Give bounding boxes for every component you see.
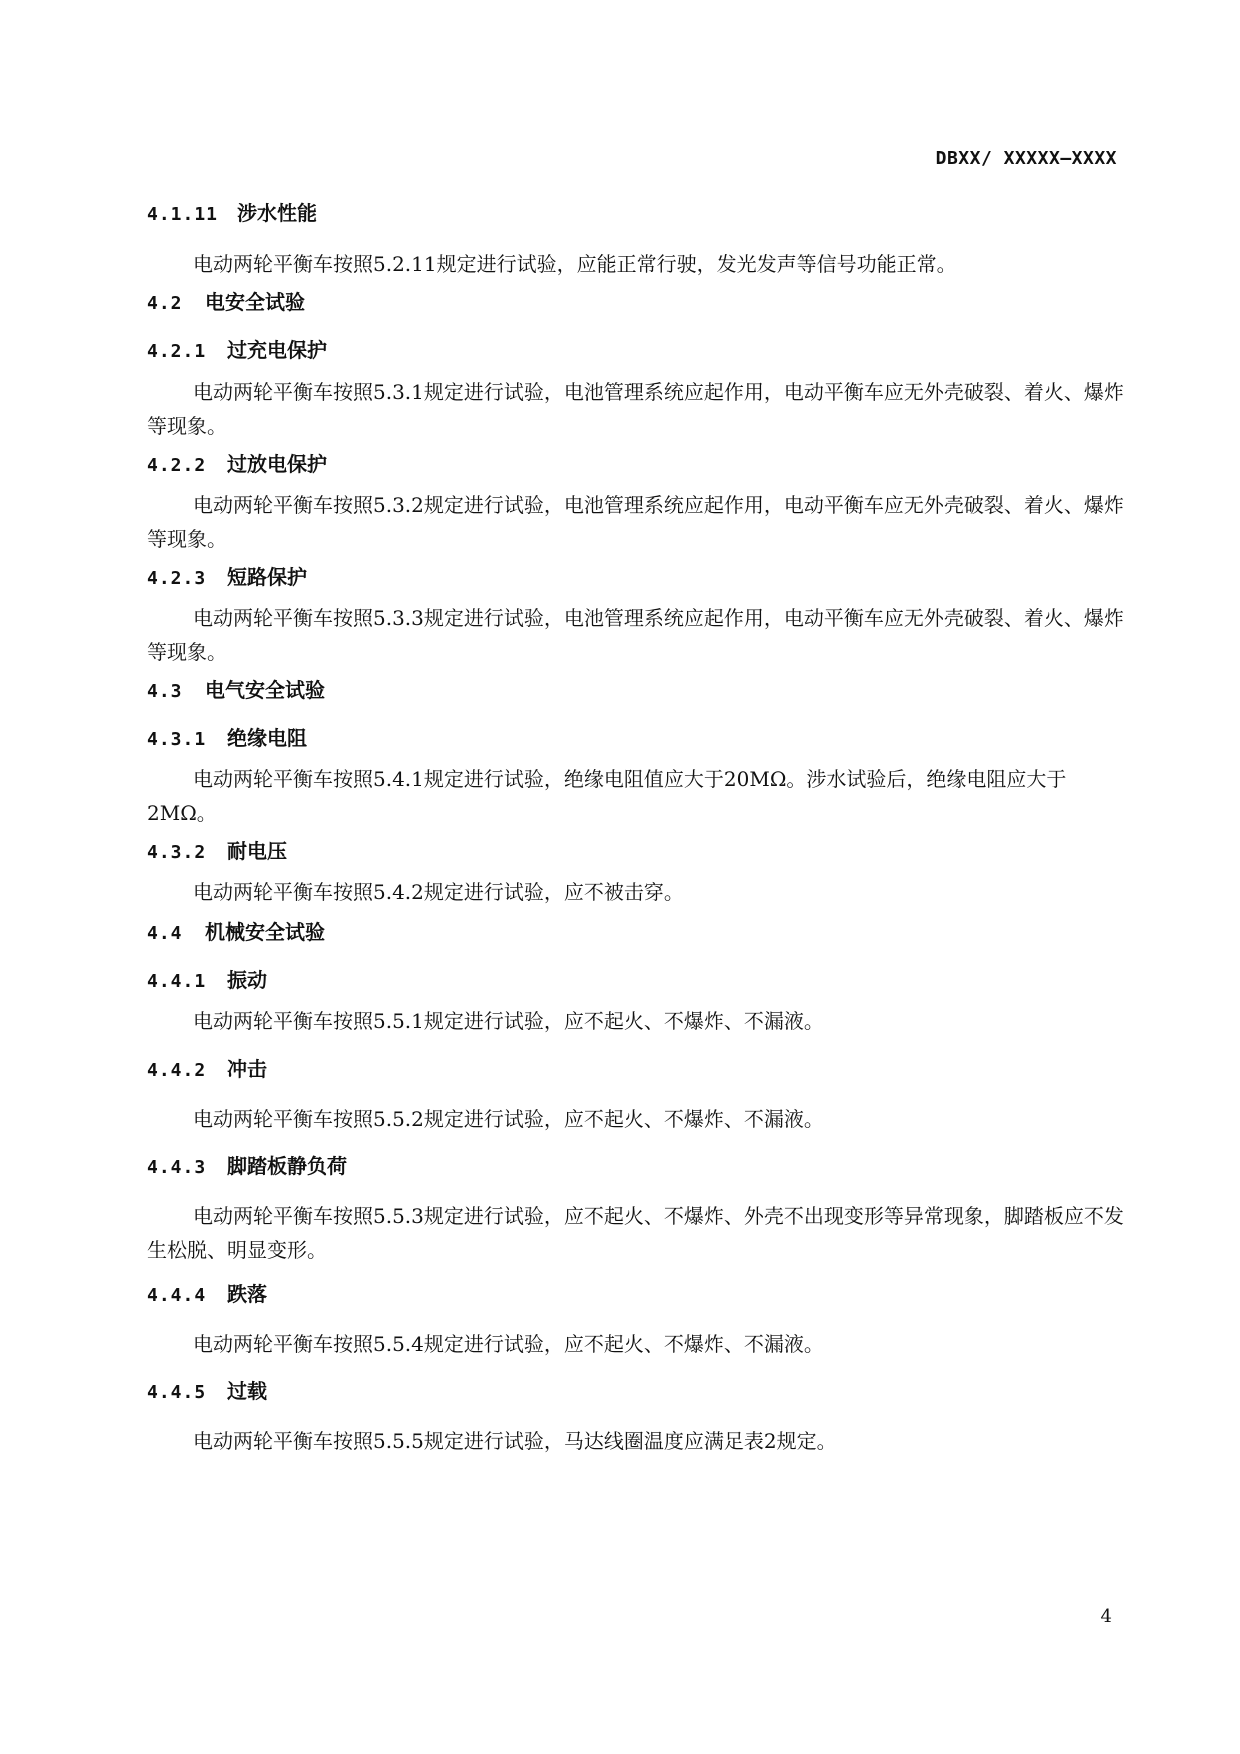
section-title: 耐电压 bbox=[227, 839, 287, 863]
section-heading-4-4-3 bbox=[147, 1152, 347, 1182]
body-paragraph: 电动两轮平衡车按照5.4.1规定进行试验，绝缘电阻值应大于20MΩ。涉水试验后，绝缘电阻应大于2MΩ。 bbox=[147, 767, 1067, 825]
section-heading-4-3-2 bbox=[147, 837, 287, 867]
page-number: 4 bbox=[1100, 1606, 1112, 1627]
section-title: 冲击 bbox=[227, 1057, 267, 1081]
section-number: 4.3.1 bbox=[147, 729, 207, 750]
body-paragraph: 电动两轮平衡车按照5.3.2规定进行试验，电池管理系统应起作用，电动平衡车应无外壳破裂、着火、爆炸等现象。 bbox=[147, 493, 1124, 551]
body-paragraph: 电动两轮平衡车按照5.4.2规定进行试验，应不被击穿。 bbox=[193, 880, 684, 904]
section-title: 机械安全试验 bbox=[205, 920, 325, 944]
section-number: 4.4.2 bbox=[147, 1060, 207, 1081]
body-paragraph: 电动两轮平衡车按照5.5.5规定进行试验，马达线圈温度应满足表2规定。 bbox=[193, 1429, 837, 1453]
section-heading-4-4-2 bbox=[147, 1055, 267, 1085]
section-heading-4-1-11 bbox=[147, 199, 317, 229]
section-heading-4-3 bbox=[147, 676, 325, 706]
section-title: 脚踏板静负荷 bbox=[227, 1154, 347, 1178]
section-title: 过充电保护 bbox=[227, 338, 327, 362]
section-title: 振动 bbox=[227, 968, 267, 992]
section-heading-4-4-1 bbox=[147, 966, 267, 996]
section-title: 电安全试验 bbox=[205, 290, 305, 314]
section-number: 4.2.1 bbox=[147, 341, 207, 362]
section-number: 4.2.2 bbox=[147, 455, 207, 476]
body-paragraph: 电动两轮平衡车按照5.5.2规定进行试验，应不起火、不爆炸、不漏液。 bbox=[193, 1107, 824, 1131]
section-number: 4.3 bbox=[147, 681, 183, 702]
section-title: 绝缘电阻 bbox=[227, 726, 307, 750]
section-number: 4.4.4 bbox=[147, 1285, 207, 1306]
section-number: 4.4.3 bbox=[147, 1157, 207, 1178]
body-paragraph: 电动两轮平衡车按照5.5.1规定进行试验，应不起火、不爆炸、不漏液。 bbox=[193, 1009, 824, 1033]
body-paragraph: 电动两轮平衡车按照5.5.4规定进行试验，应不起火、不爆炸、不漏液。 bbox=[193, 1332, 824, 1356]
section-number: 4.1.11 bbox=[147, 204, 219, 225]
section-heading-4-4 bbox=[147, 918, 325, 948]
section-number: 4.4 bbox=[147, 923, 183, 944]
section-title: 短路保护 bbox=[227, 565, 307, 589]
section-number: 4.3.2 bbox=[147, 842, 207, 863]
body-paragraph: 电动两轮平衡车按照5.5.3规定进行试验，应不起火、不爆炸、外壳不出现变形等异常现象，脚踏板应不发生松脱、明显变形。 bbox=[147, 1204, 1124, 1262]
section-title: 过载 bbox=[227, 1379, 267, 1403]
section-heading-4-2-1 bbox=[147, 336, 327, 366]
document-code: DBXX/ XXXXX—XXXX bbox=[935, 148, 1117, 169]
body-paragraph: 电动两轮平衡车按照5.2.11规定进行试验，应能正常行驶，发光发声等信号功能正常。 bbox=[193, 252, 957, 276]
section-heading-4-2-2 bbox=[147, 450, 327, 480]
section-heading-4-3-1 bbox=[147, 724, 307, 754]
body-paragraph: 电动两轮平衡车按照5.3.1规定进行试验，电池管理系统应起作用，电动平衡车应无外壳破裂、着火、爆炸等现象。 bbox=[147, 380, 1124, 438]
section-title: 跌落 bbox=[227, 1282, 267, 1306]
section-number: 4.4.1 bbox=[147, 971, 207, 992]
body-paragraph: 电动两轮平衡车按照5.3.3规定进行试验，电池管理系统应起作用，电动平衡车应无外壳破裂、着火、爆炸等现象。 bbox=[147, 606, 1124, 664]
section-heading-4-2-3 bbox=[147, 563, 307, 593]
section-number: 4.2.3 bbox=[147, 568, 207, 589]
section-heading-4-4-4 bbox=[147, 1280, 267, 1310]
section-title: 电气安全试验 bbox=[205, 678, 325, 702]
section-number: 4.2 bbox=[147, 293, 183, 314]
section-heading-4-4-5 bbox=[147, 1377, 267, 1407]
section-title: 过放电保护 bbox=[227, 452, 327, 476]
section-number: 4.4.5 bbox=[147, 1382, 207, 1403]
section-title: 涉水性能 bbox=[237, 201, 317, 225]
section-heading-4-2 bbox=[147, 288, 305, 318]
